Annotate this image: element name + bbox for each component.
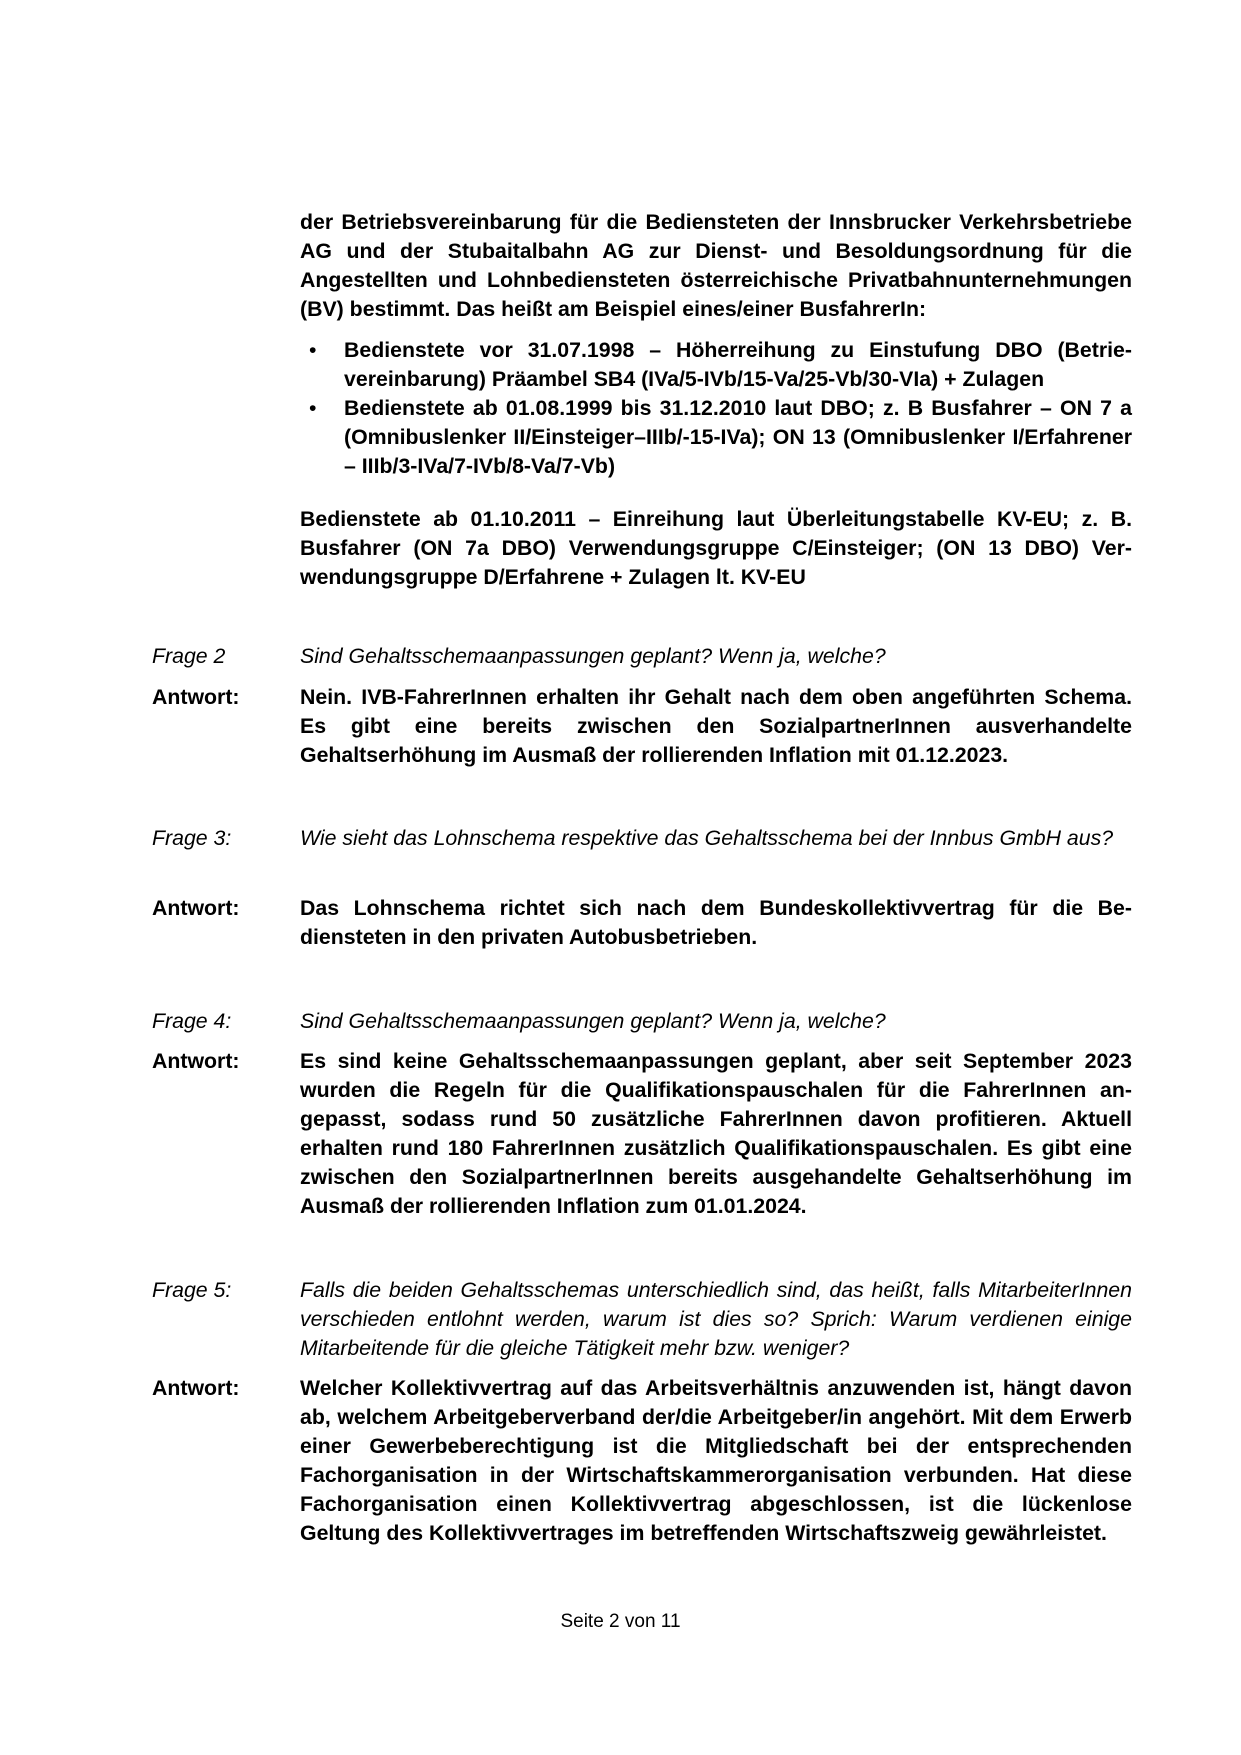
bullet-icon: • xyxy=(309,396,317,420)
answer-text: Das Lohnschema richtet sich nach dem Bundeskollektivvertrag für die Bediensteten in den privaten Autobusbetrieben. xyxy=(300,896,1132,949)
bullet-item xyxy=(300,394,1132,481)
answer-text: Welcher Kollektivvertrag auf das Arbeitsverhältnis anzuwenden ist, hängt davon ab, welchem Arbeitgeberverband der/die Arbeitgeber/in angehört. Mit dem Erwerb einer Gewerbeberechtigung ist die Mitgliedschaft bei der entsprechenden Fachorganisation in der Wirtschaftskammerorganisation verbunden. Hat diese Fachorganisation einen Kollektivvertrag abgeschlossen, ist die lückenlose Geltung des Kollektivvertrages im betreffenden Wirtschaftszweig gewährleistet. xyxy=(300,1376,1132,1545)
answer-label: Antwort: xyxy=(152,685,240,709)
answer-label: Antwort: xyxy=(152,896,240,920)
question-label: Frage 4: xyxy=(152,1009,232,1033)
intro-paragraph: der Betriebsvereinbarung für die Bediensteten der Innsbrucker Verkehrsbetriebe AG und der Stubaitalbahn AG zur Dienst- und Besoldungsordnung für die Angestellten und Lohnbediensteten österreichische Privatbahnunternehmungen (BV) bestimmt. Das heißt am Beispiel eines/einer BusfahrerIn: xyxy=(300,210,1132,321)
question-label: Frage 2 xyxy=(152,644,226,668)
question-label: Frage 3: xyxy=(152,826,232,850)
question-text: Falls die beiden Gehaltsschemas unterschiedlich sind, das heißt, falls MitarbeiterInnen verschieden entlohnt werden, warum ist dies so? Sprich: Warum verdienen einige Mitarbeitende für die gleiche Tätigkeit mehr bzw. weniger? xyxy=(300,1278,1132,1360)
bullet-text: Bedienstete ab 01.08.1999 bis 31.12.2010 laut DBO; z. B Busfahrer – ON 7 a (Omnibuslenker II/Einsteiger–IIIb/-15-IVa); ON 13 (Omnibuslenker I/Erfahrener – IIIb/3-IVa/7-IVb/8-Va/7-Vb) xyxy=(344,396,1132,478)
answer-label: Antwort: xyxy=(152,1049,240,1073)
page-footer: Seite 2 von 11 xyxy=(560,1611,681,1632)
question-label: Frage 5: xyxy=(152,1278,232,1302)
answer-text: Es sind keine Gehaltsschemaanpassungen geplant, aber seit September 2023 wurden die Regeln für die Qualifikationspauschalen für die FahrerInnen angepasst, sodass rund 50 zusätzliche FahrerInnen davon profitieren. Aktuell erhalten rund 180 FahrerInnen zusätzlich Qualifikationspauschalen. Es gibt eine zwischen den SozialpartnerInnen bereits ausgehandelte Gehaltserhöhung im Ausmaß der rollierenden Inflation zum 01.01.2024. xyxy=(300,1049,1132,1218)
bullet-item xyxy=(300,336,1132,394)
bullet-list xyxy=(300,336,1132,481)
answer-label: Antwort: xyxy=(152,1376,240,1400)
answer-text: Nein. IVB-FahrerInnen erhalten ihr Gehalt nach dem oben angeführten Schema. Es gibt eine bereits zwischen den SozialpartnerInnen ausverhandelte Gehaltserhöhung im Ausmaß der rollierenden Inflation mit 01.12.2023. xyxy=(300,685,1132,767)
after-bullets-paragraph: Bedienstete ab 01.10.2011 – Einreihung laut Überleitungstabelle KV-EU; z. B. Busfahrer (ON 7a DBO) Verwendungsgruppe C/Einsteiger; (ON 13 DBO) Verwendungsgruppe D/Erfahrene + Zulagen lt. KV-EU xyxy=(300,507,1132,589)
question-text: Sind Gehaltsschemaanpassungen geplant? Wenn ja, welche? xyxy=(300,644,886,668)
question-text: Wie sieht das Lohnschema respektive das Gehaltsschema bei der Innbus GmbH aus? xyxy=(300,826,1114,850)
question-text: Sind Gehaltsschemaanpassungen geplant? Wenn ja, welche? xyxy=(300,1009,886,1033)
bullet-text: Bedienstete vor 31.07.1998 – Höherreihung zu Einstufung DBO (Betrievereinbarung) Präambel SB4 (IVa/5-IVb/15-Va/25-Vb/30-VIa) + Zulagen xyxy=(344,338,1132,391)
bullet-icon: • xyxy=(309,338,317,362)
